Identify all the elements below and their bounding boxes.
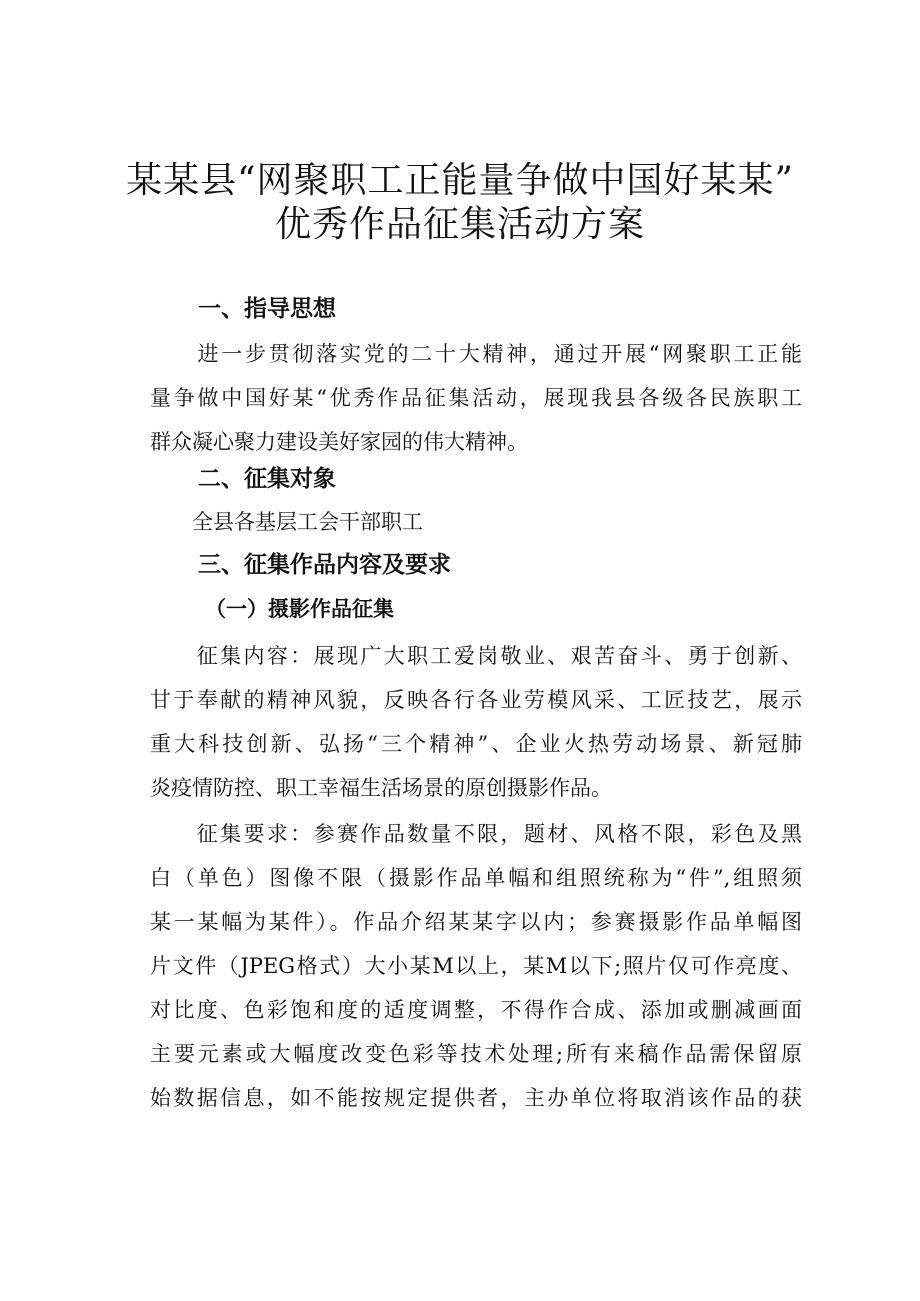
text-line: 炎疫情防控、职工幸福生活场景的原创摄影作品。 bbox=[150, 776, 612, 800]
text-line: 群众凝心聚力建设美好家园的伟大精神。 bbox=[150, 430, 528, 454]
text-line: 全县各基层工会干部职工 bbox=[150, 510, 423, 534]
document-title-line-2: 优秀作品征集活动方案 bbox=[274, 204, 645, 245]
paragraph-target bbox=[150, 500, 802, 544]
text-line: 征集内容：展现广大职工爱岗敬业、艰苦奋斗、勇于创新、 bbox=[150, 644, 802, 668]
text-line: 进一步贯彻落实党的二十大精神，通过开展“网聚职工正能 bbox=[150, 342, 802, 366]
section-heading-content-requirements: 三、征集作品内容及要求 bbox=[198, 552, 451, 578]
document-title-line-1: 某某县“网聚职工正能量争做中国好某某” bbox=[126, 160, 794, 201]
paragraph-collection-content bbox=[150, 634, 802, 810]
text-line: 重大科技创新、弘扬“三个精神”、企业火热劳动场景、新冠肺 bbox=[150, 732, 802, 756]
text-line: 主要元素或大幅度改变色彩等技术处理;所有来稿作品需保留原 bbox=[150, 1042, 802, 1066]
text-line: 对比度、色彩饱和度的适度调整，不得作合成、添加或删减画面 bbox=[150, 998, 802, 1022]
section-heading-guiding-thought: 一、指导思想 bbox=[198, 296, 336, 322]
paragraph-guiding-thought bbox=[150, 332, 802, 464]
text-line: 征集要求：参赛作品数量不限，题材、风格不限，彩色及黑 bbox=[150, 822, 802, 846]
text-line: 某一某幅为某件）。作品介绍某某字以内；参赛摄影作品单幅图 bbox=[150, 910, 802, 934]
text-line: 量争做中国好某“优秀作品征集活动，展现我县各级各民族职工 bbox=[150, 386, 802, 410]
section-heading-target: 二、征集对象 bbox=[198, 466, 336, 492]
paragraph-collection-requirements bbox=[150, 812, 802, 1120]
text-line: 甘于奉献的精神风貌，反映各行各业劳模风采、工匠技艺，展示 bbox=[150, 688, 802, 712]
text-line: 片文件（JPEG格式）大小某M以上，某M以下;照片仅可作亮度、 bbox=[150, 954, 802, 978]
text-line: 始数据信息，如不能按规定提供者，主办单位将取消该作品的获 bbox=[150, 1086, 802, 1110]
subsection-heading-photography: （一）摄影作品征集 bbox=[205, 597, 394, 621]
text-line: 白（单色）图像不限（摄影作品单幅和组照统称为“件”,组照须 bbox=[150, 866, 802, 890]
